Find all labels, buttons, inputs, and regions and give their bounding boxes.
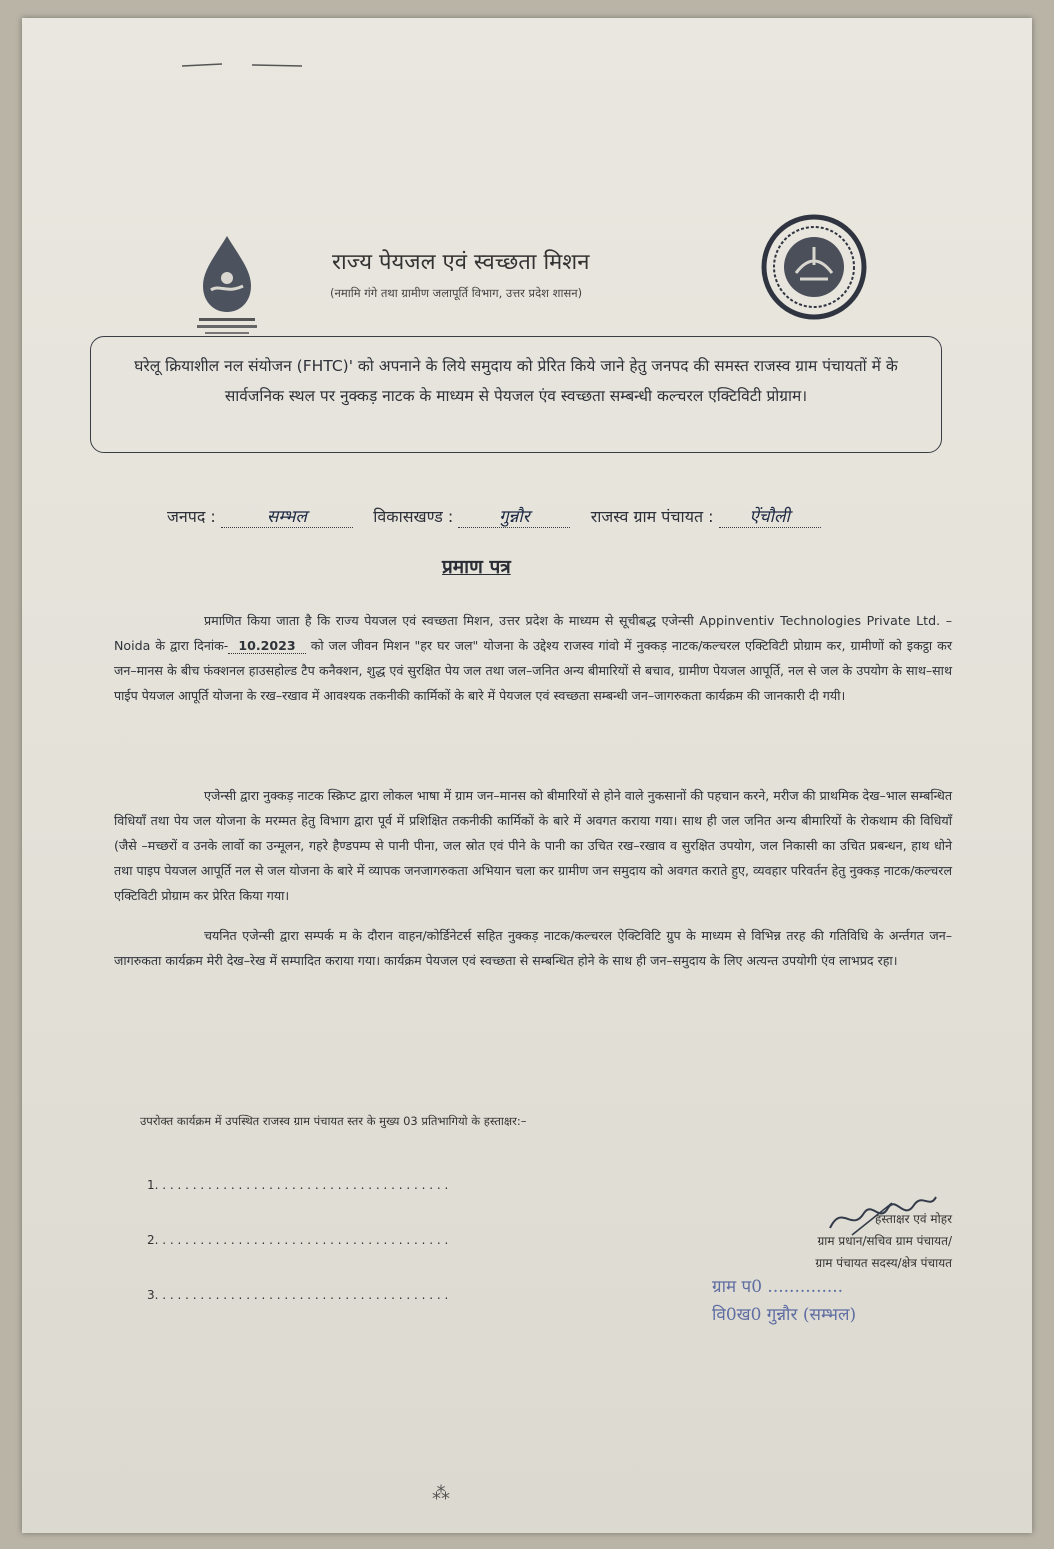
signature-line-2-number: 2 (147, 1233, 155, 1247)
header-smudge (182, 58, 302, 72)
stamp-line-1: ग्राम प0 .............. (712, 1277, 844, 1297)
department-subtitle: (नमामि गंगे तथा ग्रामीण जलापूर्ति विभाग, उत्तर प्रदेश शासन) (330, 286, 583, 300)
signature-line-2: 2. . . . . . . . . . . . . . . . . . . . . . . . . . . . . . . . . . . . . . . (147, 1233, 449, 1247)
participants-signature-note: उपरोक्त कार्यक्रम में उपस्थित राजस्व ग्राम पंचायत स्तर के मुख्य 03 प्रतिभागियो के हस्ताक्षर:– (140, 1114, 527, 1128)
sign-and-seal-block (632, 1208, 952, 1274)
block-label: विकासखण्ड : (373, 507, 454, 526)
up-government-seal-icon (760, 213, 868, 321)
signature-line-1-number: 1 (147, 1178, 155, 1192)
location-fields (167, 504, 821, 528)
certificate-sheet (22, 18, 1032, 1533)
paragraph-2 (114, 783, 952, 908)
official-stamp (712, 1273, 952, 1329)
signature-line-3-number: 3 (147, 1288, 155, 1302)
panchayat-value: ऐंचौली (719, 504, 821, 528)
paragraph-1-after-date: को जल जीवन मिशन "हर घर जल" योजना के उद्देश्य राजस्व गांवो में नुक्कड़ नाटक/कल्चरल एक्टिविटी प्रोग्राम कर, ग्रामीणों को इकट्ठा कर जन–मानस के बीच फंक्शनल हाउसहोल्ड टैप कनैक्शन, शुद्ध एवं सुरक्षित पेय जल तथा जल–जनित अन्य बीमारियों से बचाव, ग्रामीण पेयजल आपूर्ति, नल से जल के उपयोग के साथ–साथ पाईप पेयजल आपूर्ति योजना के रख–रखाव में आवश्यक तकनीकी कार्मिकों के बारे में पेयजल एवं स्वच्छता सम्बन्धी जन–जागरुकता कार्यक्रम की जानकारी दी गयी। (114, 638, 952, 703)
certificate-title: प्रमाण पत्र (442, 556, 511, 578)
stamp-line-2: वि0ख0 गुन्नौर (सम्भल) (712, 1305, 857, 1325)
district-label: जनपद : (167, 507, 216, 526)
signature-line-3: 3. . . . . . . . . . . . . . . . . . . . . . . . . . . . . . . . . . . . . . . (147, 1288, 449, 1302)
paragraph-3-text: चयनित एजेन्सी द्वारा सम्पर्क म के दौरान वाहन/कोर्डिनेटर्स सहित नुक्कड़ नाटक/कल्चरल ऐक्टिविटि ग्रुप के माध्यम से विभिन्न तरह की गतिविधि के अर्न्तगत जन–जागरुकता कार्यक्रम मेरी देख–रेख में सम्पादित कराया गया। कार्यक्रम पेयजल एवं स्वच्छता से सम्बन्धित होने के साथ ही जन–समुदाय के लिए अत्यन्त उपयोगी एंव लाभप्रद रहा। (114, 928, 952, 968)
district-value: सम्भल (221, 504, 353, 528)
paragraph-1-before-date: प्रमाणित किया जाता है कि राज्य पेयजल एवं स्वच्छता मिशन, उत्तर प्रदेश के माध्यम से सूचीबद्ध एजेन्सी Appinventiv Technologies Private Ltd. – Noida के द्वारा दिनांक- (114, 613, 952, 653)
subject-text: घरेलू क्रियाशील नल संयोजन (FHTC)' को अपनाने के लिये समुदाय को प्रेरित किये जाने हेतु जनपद की समस्त राजस्व ग्राम पंचायतों में के सार्वजनिक स्थल पर नुक्कड़ नाटक के माध्यम से पेयजल एंव स्वच्छता सम्बन्धी कल्चरल एक्टिविटी प्रोग्राम। (134, 357, 898, 405)
sign-block-line-2: ग्राम प्रधान/सचिव ग्राम पंचायत/ (817, 1234, 952, 1248)
page-mark: ⁂ (432, 1483, 450, 1504)
block-value: गुन्नौर (458, 504, 570, 528)
signature-line-1: 1. . . . . . . . . . . . . . . . . . . . . . . . . . . . . . . . . . . . . . . (147, 1178, 449, 1192)
jal-jeevan-mission-logo-icon (187, 228, 267, 338)
sign-block-line-3: ग्राम पंचायत सदस्य/क्षेत्र पंचायत (815, 1256, 952, 1270)
paragraph-1 (114, 608, 952, 708)
subject-box (90, 336, 942, 453)
sign-block-line-1: हस्ताक्षर एवं मोहर (874, 1212, 952, 1226)
program-date: 10.2023 (228, 638, 305, 654)
paragraph-3 (114, 923, 952, 973)
mission-title: राज्य पेयजल एवं स्वच्छता मिशन (332, 250, 590, 275)
paragraph-2-text: एजेन्सी द्वारा नुक्कड़ नाटक स्क्रिप्ट द्वारा लोकल भाषा में ग्राम जन–मानस को बीमारियों से होने वाले नुकसानों की पहचान करने, मरीज की प्राथमिक देख–भाल सम्बन्धित विधियाँ तथा पेय जल योजना के मरम्मत हेतु विभाग द्वारा पूर्व में प्रशिक्षित तकनीकी कार्मिकों के बारे में अवगत कराया गया। साथ ही जल जनित अन्य बीमारियों के रोकथाम की विधियाँ (जैसे –मच्छरों व उनके लार्वो का उन्मूलन, गहरे हैण्डपम्प से पानी पीना, जल स्रोत एवं पीने के पानी का उचित रख–रखाव व सुरक्षित उपयोग, जल निकासी का उचित प्रबन्धन, हाथ धोने तथा पाइप पेयजल आपूर्ति नल से जल योजना के बारे में व्यापक जनजागरुकता अभियान चला कर ग्रामीण जन समुदाय को अवगत कराते हुए, व्यवहार परिवर्तन हेतु नुक्कड़ नाटक/कल्चरल एक्टिविटी प्रोग्राम कर प्रेरित किया गया। (114, 788, 953, 903)
panchayat-label: राजस्व ग्राम पंचायत : (590, 507, 714, 526)
